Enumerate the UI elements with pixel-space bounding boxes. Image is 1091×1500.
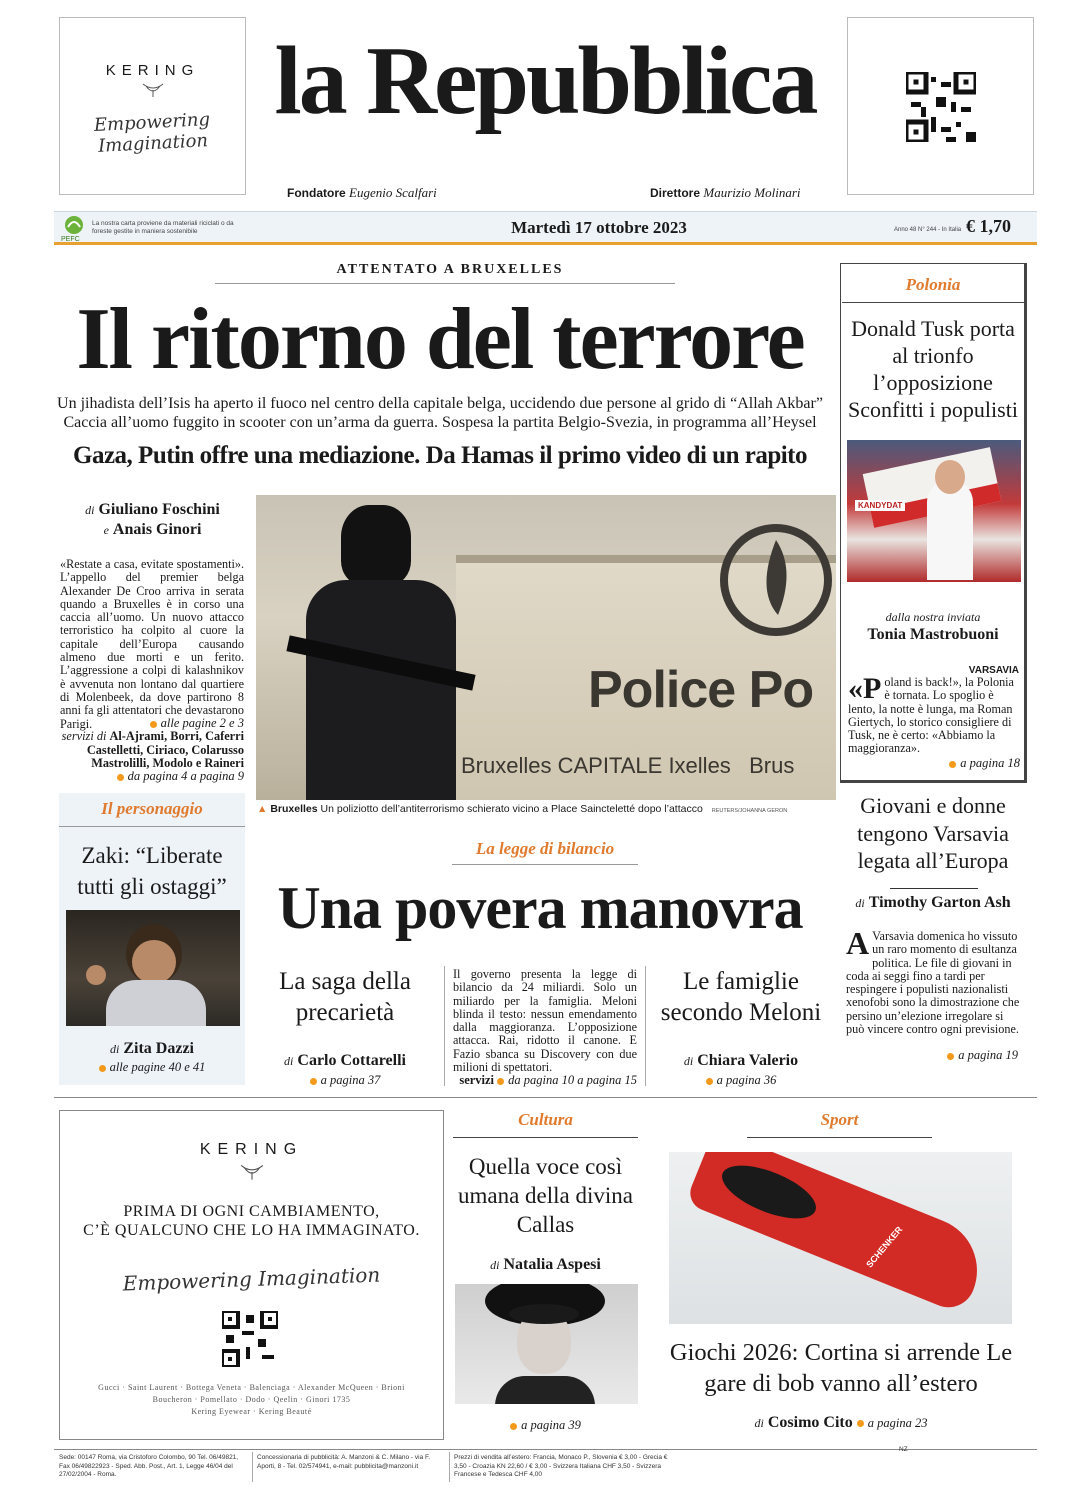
by-prefix: di <box>85 503 95 517</box>
personaggio-ref-text: alle pagine 40 e 41 <box>109 1060 206 1074</box>
by-prefix: di <box>110 1042 120 1056</box>
sport-label: Sport <box>820 1110 859 1129</box>
ad-bottom-tagline: Empowering Imagination <box>122 1262 381 1296</box>
budget-center-body: Il governo presenta la legge di bilancio da 24 miliardi. Solo un miliardo per la famiglia. Meloni blinda il testo: nessun emendamento dalla maggioranza. L’opposizione attacca. Rai, ridotto il canone. E Fazio sbanca su Discovery con due milioni di spettatori. <box>453 967 637 1075</box>
footer-divider-2 <box>449 1452 450 1482</box>
by-prefix: di <box>754 1416 764 1430</box>
lead-services <box>60 730 244 771</box>
ad-qr-code-icon <box>222 1311 278 1367</box>
ad-brands-3: Kering Eyewear · Kering Beauté <box>191 1407 312 1416</box>
budget-right-author: Chiara Valerio <box>697 1052 799 1069</box>
photo-officer <box>296 495 466 800</box>
lead-ref-1-text: alle pagine 2 e 3 <box>160 716 244 730</box>
qr-code-icon <box>906 72 976 142</box>
caption-credit: REUTERS/JOHANNA GERON <box>711 808 788 814</box>
by-prefix: di <box>284 1054 294 1068</box>
kering-brand: KERING <box>105 62 200 79</box>
ref-dot-icon <box>947 1053 954 1060</box>
warsaw-dropcap: A <box>846 925 870 961</box>
poland-dropcap: P <box>863 672 882 705</box>
ref-dot-icon <box>497 1078 504 1085</box>
personaggio-ref[interactable] <box>62 1060 242 1075</box>
cultura-headline: Quella voce così umana della divina Callas <box>458 1154 633 1237</box>
lead-ref-2-text: da pagina 4 a pagina 9 <box>127 769 244 783</box>
warsaw-rule <box>890 888 978 889</box>
sport-byline[interactable] <box>655 1414 1027 1432</box>
budget-left-ref[interactable] <box>262 1073 428 1088</box>
by-prefix: di <box>683 1054 694 1068</box>
poland-headline: Donald Tusk porta al trionfo l’opposizione Sconfitti i populisti <box>848 316 1018 422</box>
lead-ref-2[interactable] <box>60 769 244 784</box>
budget-rule <box>452 864 638 865</box>
ref-dot-icon <box>310 1078 317 1085</box>
warsaw-ref[interactable] <box>846 1048 1018 1063</box>
footer-col-1: Sede: 00147 Roma, via Cristoforo Colombo, 90 Tel. 06/49821, Fax 06/49822923 - Sped. Abb. Post., Art. 1, Legge 46/04 del 27/02/2004 - Roma. <box>59 1454 239 1478</box>
director-label: Direttore <box>650 186 701 200</box>
lead-body: «Restate a casa, evitate spostamenti». L’appello del premier belga Alexander De Croo arriva in serata quando a Bruxelles è in corso una caccia all’uomo. Un nuovo attacco terroristico ha colpito al cuore la capitale dell’Europa causando almeno due morti e un ferito. L’aggressione a colpi di kalashnikov è avvenuta non lontano dal quartiere di Molenbeek, da dove partirono 8 anni fa gli attentatori che devastarono Parigi. <box>60 557 244 731</box>
poland-dateline: VARSAVIA <box>968 665 1019 676</box>
cultura-rule <box>453 1137 638 1138</box>
cultura-photo[interactable] <box>455 1284 638 1404</box>
budget-center-divider-left <box>444 966 445 1086</box>
kering-owl-icon <box>142 82 164 98</box>
pefc-logo-icon <box>62 215 86 237</box>
ad-brands-1: Gucci · Saint Laurent · Bottega Veneta · Balenciaga · Alexander McQueen · Brioni <box>98 1383 405 1392</box>
sport-author: Cosimo Cito <box>767 1414 853 1431</box>
services-prefix: servizi di <box>61 729 107 743</box>
personaggio-label: Il personaggio <box>101 799 203 818</box>
ad-brands-2: Boucheron · Pomellato · Dodo · Qeelin · Ginori 1735 <box>152 1395 351 1404</box>
poland-ref[interactable] <box>848 756 1020 771</box>
price: € 1,70 <box>966 216 1011 236</box>
budget-center-divider-right <box>645 966 646 1086</box>
ad-kering-bottom[interactable] <box>59 1110 444 1440</box>
ref-dot-icon <box>150 721 157 728</box>
budget-services: servizi <box>459 1073 495 1087</box>
lead-byline <box>60 500 245 540</box>
issue-date: Martedì 17 ottobre 2023 <box>511 218 687 237</box>
ad-slogan-2: C’È QUALCUNO CHE LO HA IMMAGINATO. <box>83 1222 420 1239</box>
lead-deck-2: Caccia all’uomo fuggito in scooter con un’arma da guerra. Sospesa la partita Belgio-Svezia, in programma all’Heysel <box>63 414 817 431</box>
sport-ref-text: a pagina 23 <box>867 1416 928 1430</box>
cultura-ref[interactable] <box>453 1418 638 1433</box>
warsaw-ref-text: a pagina 19 <box>958 1048 1018 1062</box>
lead-kicker: ATTENTATO A BRUXELLES <box>336 262 564 277</box>
budget-center-refs[interactable] <box>453 1073 637 1088</box>
personaggio-byline <box>62 1040 242 1058</box>
poland-rule <box>842 302 1024 303</box>
warsaw-headline: Giovani e donne tengono Varsavia legata all’Europa <box>857 793 1009 873</box>
ref-dot-icon <box>99 1065 106 1072</box>
footer-rule <box>54 1449 1037 1450</box>
budget-center-ref-text: da pagina 10 a pagina 15 <box>508 1073 637 1087</box>
personaggio-author: Zita Dazzi <box>123 1040 194 1057</box>
budget-right-ref[interactable] <box>652 1073 830 1088</box>
caption-triangle-icon: ▲ <box>257 803 268 815</box>
poland-by-prefix: dalla nostra inviata <box>885 610 981 624</box>
cultura-ref-text: a pagina 39 <box>521 1418 581 1432</box>
ref-dot-icon <box>857 1420 864 1427</box>
warsaw-body: Varsavia domenica ho vissuto un raro momento di esultanza politica. Le file di giovani in coda ai seggi fino a tardi per respingere i populisti nazionalisti xenofobi sono la dimostrazione che persino un’elezione irregolare si può vincere contro ogni previsione. <box>846 929 1020 1037</box>
caption-place: Bruxelles <box>270 803 318 815</box>
budget-right-ref-text: a pagina 36 <box>716 1073 777 1087</box>
cultura-byline <box>453 1256 638 1274</box>
warsaw-body-wrap <box>846 925 1020 1037</box>
footer-divider-1 <box>252 1452 253 1482</box>
lead-headline: Il ritorno del terrore <box>76 291 804 388</box>
lead-author-2: Anais Ginori <box>112 521 202 538</box>
ref-dot-icon <box>117 774 124 781</box>
lead-author-1: Giuliano Foschini <box>98 501 220 518</box>
lead-deck-1: Un jihadista dell’Isis ha aperto il fuoco nel centro della capitale belga, uccidendo due persone al grido di “Allah Akbar” <box>57 395 823 412</box>
budget-right-byline <box>652 1052 830 1070</box>
bottom-section-rule <box>54 1097 1037 1098</box>
kicker-rule <box>215 283 675 284</box>
personaggio-rule <box>59 826 245 827</box>
by-prefix: di <box>490 1258 500 1272</box>
budget-left-author: Carlo Cottarelli <box>297 1052 406 1069</box>
pefc-text: La nostra carta proviene da materiali riciclati o da foreste gestite in maniera sostenibile <box>92 220 234 235</box>
masthead-title: la Repubblica <box>274 27 816 135</box>
poland-sign-text: KANDYDAT <box>855 500 905 511</box>
caption-text: Un poliziotto dell’antiterrorismo schierato vicino a Place Saincteletté dopo l’attacco <box>320 803 703 815</box>
footer-code: NZ <box>899 1446 908 1453</box>
poland-author: Tonia Mastrobuoni <box>867 626 999 643</box>
cultura-label: Cultura <box>518 1110 573 1129</box>
footer-col-2: Concessionaria di pubblicità: A. Manzoni & C. Milano - via F. Aporti, 8 - Tel. 02/574941, e-mail: pubblicita@manzoni.it <box>257 1454 431 1470</box>
police-flame-logo-icon <box>716 520 836 650</box>
founder-name: Eugenio Scalfari <box>349 185 437 200</box>
photo-wall-text: Bruxelles CAPITALE Ixelles Brus <box>461 753 795 778</box>
qr-box-top-right[interactable] <box>847 17 1034 195</box>
pefc-label: PEFC <box>61 236 80 243</box>
cultura-author: Natalia Aspesi <box>503 1256 601 1273</box>
sport-photo[interactable] <box>669 1152 1012 1324</box>
bob-text: SCHENKER <box>864 1224 905 1270</box>
masthead-founder <box>287 185 437 201</box>
kering-owl-icon <box>240 1163 264 1181</box>
budget-headline: Una povera manovra <box>277 875 803 941</box>
budget-left-ref-text: a pagina 37 <box>320 1073 381 1087</box>
budget-left-byline <box>262 1052 428 1070</box>
budget-label: La legge di bilancio <box>475 839 615 858</box>
issue-number: Anno 48 N° 244 - In Italia <box>894 227 962 233</box>
poland-photo[interactable] <box>847 440 1021 582</box>
budget-left-title: La saga della precarietà <box>279 968 411 1026</box>
ad-kering-top-left[interactable] <box>59 17 246 195</box>
ref-dot-icon <box>510 1423 517 1430</box>
masthead-director <box>650 185 801 201</box>
kering-tagline: Empowering Imagination <box>93 108 211 157</box>
sport-headline: Giochi 2026: Cortina si arrende Le gare di bob vanno all’estero <box>669 1339 1013 1397</box>
ref-dot-icon <box>949 761 956 768</box>
sport-rule <box>747 1137 932 1138</box>
budget-right-title: Le famiglie secondo Meloni <box>660 968 822 1026</box>
date-bar <box>54 211 1037 245</box>
photo-sign-text: Police Po <box>588 661 814 719</box>
ref-dot-icon <box>706 1078 713 1085</box>
warsaw-author: Timothy Garton Ash <box>868 894 1011 911</box>
poland-body: oland is back!», la Polonia è tornata. Lo spoglio è lento, la notte è lunga, ma Roman Giertych, lo storico consigliere di Tusk, ne è certo: «Abbiamo la maggioranza». <box>848 675 1014 756</box>
lead-subhead: Gaza, Putin offre una mediazione. Da Hamas il primo video di un rapito <box>73 442 807 469</box>
director-name: Maurizio Molinari <box>703 185 801 200</box>
lead-photo-caption <box>257 803 837 815</box>
by-and: e <box>103 523 109 537</box>
ad-bottom-brand: KERING <box>199 1141 304 1158</box>
poland-ref-text: a pagina 18 <box>960 756 1020 770</box>
ad-slogan-1: PRIMA DI OGNI CAMBIAMENTO, <box>123 1203 380 1220</box>
by-prefix: di <box>855 896 865 910</box>
poland-body-wrap <box>848 672 1020 756</box>
lead-photo[interactable] <box>256 495 836 800</box>
personaggio-headline: Zaki: “Liberate tutti gli ostaggi” <box>77 843 227 899</box>
personaggio-photo[interactable] <box>66 910 240 1026</box>
footer-col-3: Prezzi di vendita all’estero: Francia, Monaco P., Slovenia € 3,00 - Grecia € 3,50 - Croazia KN 22,60 / € 3,00 - Svizzera Italiana CHF 3,50 - Svizzera Francese e Tedesca CHF 4,00 <box>454 1454 668 1478</box>
poland-quote-dropcap: «P <box>848 672 882 705</box>
poland-label: Polonia <box>905 275 961 294</box>
founder-label: Fondatore <box>287 186 346 200</box>
warsaw-byline <box>843 894 1023 912</box>
services-names: Al-Ajrami, Borri, Caferri Castelletti, Ciriaco, Colarusso Mastrolilli, Modolo e Raineri <box>86 729 244 770</box>
